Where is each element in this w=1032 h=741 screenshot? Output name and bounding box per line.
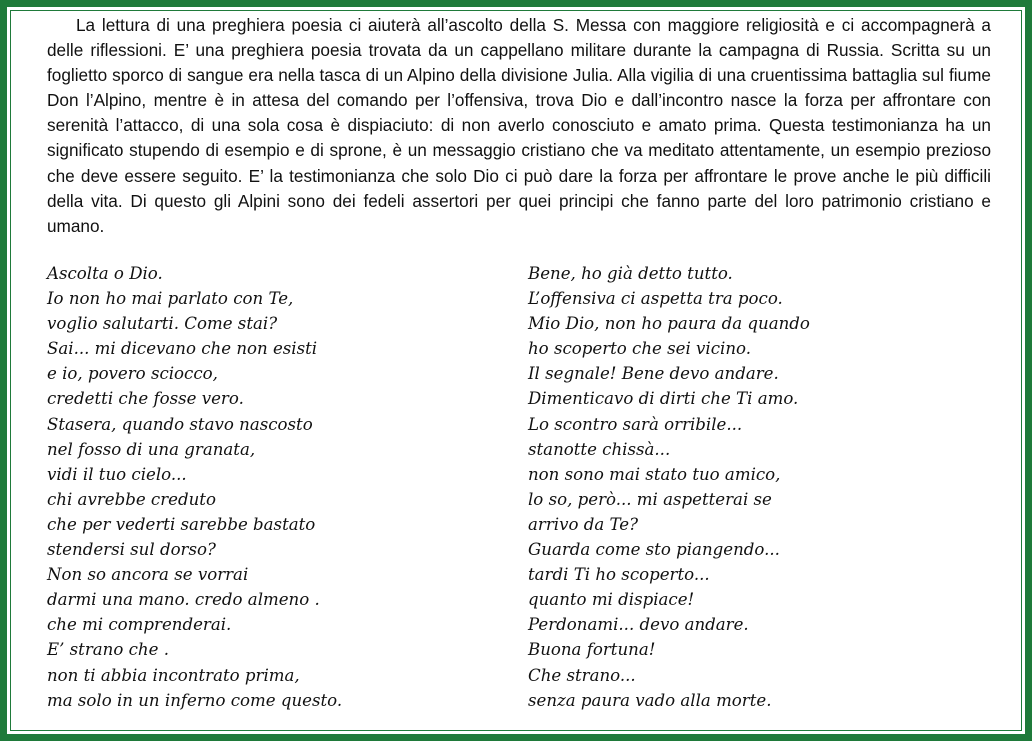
verse-line: stanotte chissà...: [528, 439, 671, 459]
verse-line: Lo scontro sarà orribile...: [528, 414, 743, 434]
verse-line: ho scoperto che sei vicino.: [528, 339, 751, 359]
verse-line: Sai... mi dicevano che non esisti: [47, 339, 318, 359]
verse-line: L’offensiva ci aspetta tra poco.: [528, 289, 783, 309]
verse-line: Ascolta o Dio.: [47, 264, 163, 283]
verse-line: credetti che fosse vero.: [47, 389, 244, 409]
verse-line: arrivo da Te?: [528, 514, 638, 534]
verse-line: Il segnale! Bene devo andare.: [528, 364, 779, 384]
verse-line: Non so ancora se vorrai: [47, 565, 249, 585]
verse-line: e io, povero sciocco,: [47, 364, 218, 384]
verse-line: Stasera, quando stavo nascosto: [47, 414, 313, 434]
intro-paragraph: La lettura di una preghiera poesia ci aiuterà all’ascolto della S. Messa con maggiore religiosità e ci accompagnerà a delle riflessioni. E’ una preghiera poesia trovata da un cappellano militare durante la campagna di Russia. Scritta su un foglietto sporco di sangue era nella tasca di un Alpino della divisione Julia. Alla vigilia di una cruentissima battaglia sul fiume Don l’Alpino, mentre è in attesa del comando per l’offensiva, trova Dio e dall’incontro nasce la forza per affrontare con serenità l’attacco, di una sola cosa è dispiaciuto: di non averlo conosciuto e amato prima. Questa testimonianza ha un significato stupendo di esempio e di sprone, è un messaggio cristiano che va meditato attentamente, un esempio prezioso che deve essere seguito. E’ la testimonianza che solo Dio ci può dare la forza per affrontare le prove anche le più difficili della vita. Di questo gli Alpini sono dei fedeli assertori per quei principi che fanno parte del loro patrimonio cristiano e umano.: [47, 15, 991, 236]
verse-line: Bene, ho già detto tutto.: [528, 264, 733, 283]
poem-left-column: [47, 261, 342, 713]
verse-line: chi avrebbe creduto: [47, 489, 216, 509]
verse-line: voglio salutarti. Come stai?: [47, 314, 278, 334]
verse-line: che mi comprenderai.: [47, 615, 232, 635]
verse-line: non sono mai stato tuo amico,: [528, 464, 781, 484]
verse-line: senza paura vado alla morte.: [528, 690, 772, 710]
verse-line: darmi una mano. credo almeno .: [47, 590, 320, 610]
verse-line: Buona fortuna!: [528, 640, 656, 660]
verse-line: Mio Dio, non ho paura da quando: [528, 314, 810, 334]
verse-line: nel fosso di una granata,: [47, 439, 256, 459]
verse-line: Io non ho mai parlato con Te,: [47, 289, 294, 309]
verse-line: non ti abbia incontrato prima,: [47, 665, 300, 685]
verse-line: tardi Ti ho scoperto...: [528, 565, 710, 585]
verse-line: vidi il tuo cielo...: [47, 464, 187, 484]
verse-line: lo so, però... mi aspetterai se: [528, 489, 772, 509]
verse-line: che per vederti sarebbe bastato: [47, 514, 316, 534]
verse-line: Guarda come sto piangendo...: [528, 540, 780, 560]
verse-line: ma solo in un inferno come questo.: [47, 690, 343, 710]
verse-line: E’ strano che .: [47, 640, 169, 660]
verse-line: stendersi sul dorso?: [47, 540, 216, 560]
poem-right-column: [528, 261, 810, 713]
verse-line: Perdonami... devo andare.: [528, 615, 749, 635]
verse-line: Che strano...: [528, 665, 636, 685]
verse-line: Dimenticavo di dirti che Ti amo.: [528, 389, 799, 409]
verse-line: quanto mi dispiace!: [528, 590, 695, 610]
